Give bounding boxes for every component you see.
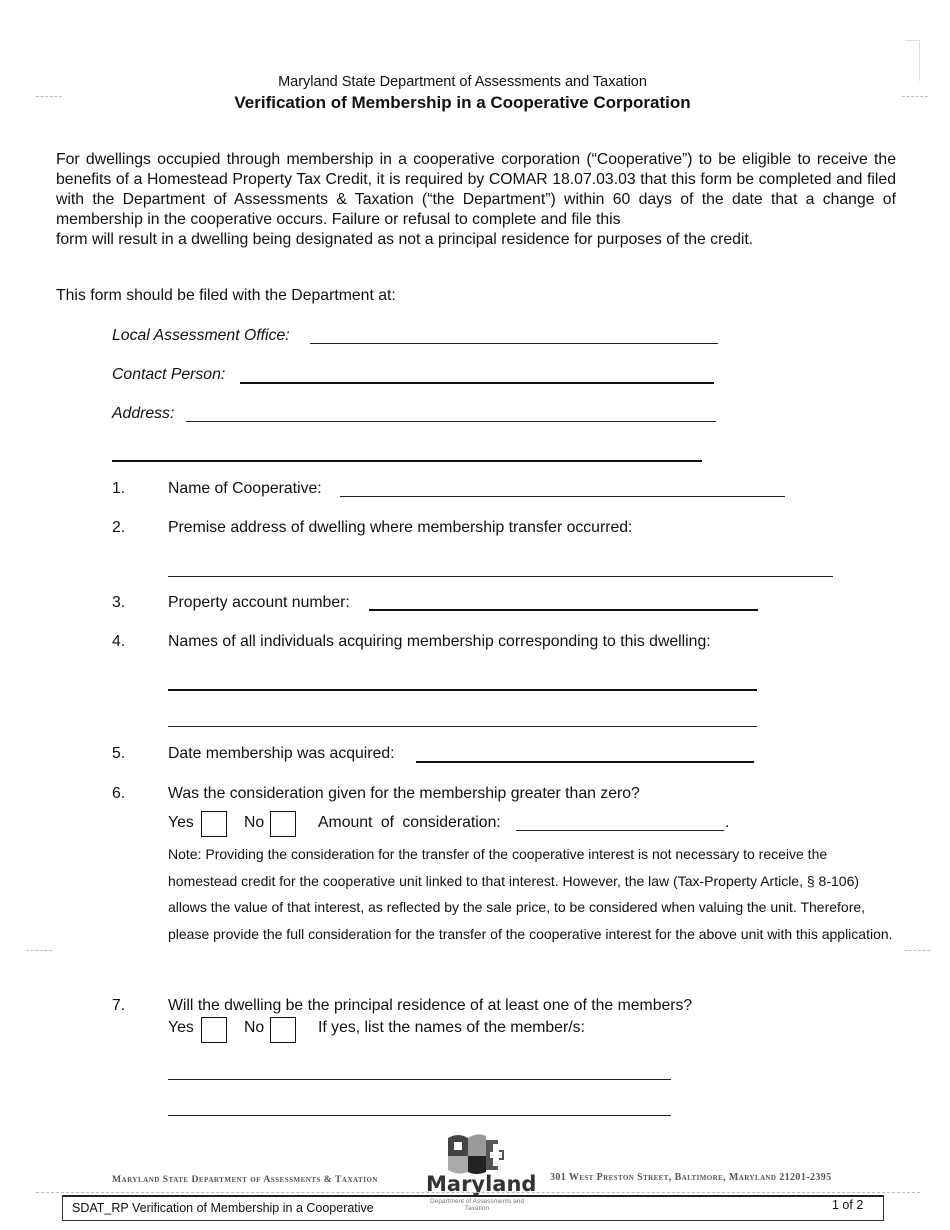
- question-number: 7.: [112, 997, 126, 1014]
- q6-no-checkbox[interactable]: [270, 811, 296, 837]
- scan-mark: [904, 950, 930, 951]
- question-account-number: Property account number:: [168, 594, 350, 611]
- question-number: 4.: [112, 633, 126, 650]
- member-names-field-1[interactable]: [168, 1079, 671, 1080]
- form-title: Verification of Membership in a Cooperative Corporation: [234, 93, 691, 112]
- question-consideration: Was the consideration given for the membership greater than zero?: [168, 785, 640, 802]
- individuals-field-2[interactable]: [168, 726, 757, 727]
- q7-no-checkbox[interactable]: [270, 1017, 296, 1043]
- contact-person-field[interactable]: [240, 382, 714, 384]
- cooperative-name-field[interactable]: [340, 496, 785, 497]
- question-number: 6.: [112, 785, 126, 802]
- local-office-field[interactable]: [310, 343, 718, 344]
- amount-field[interactable]: [516, 830, 724, 831]
- intro-paragraph-last-line: form will result in a dwelling being designated as not a principal residence for purposes of the credit.: [56, 231, 754, 248]
- page-number: 1 of 2: [832, 1198, 864, 1212]
- local-office-label: Local Assessment Office:: [112, 327, 290, 344]
- agency-name: Maryland State Department of Assessments and Taxation: [278, 74, 647, 90]
- footer-scan-line: [36, 1192, 920, 1193]
- date-acquired-field[interactable]: [416, 761, 754, 763]
- member-names-field-2[interactable]: [168, 1115, 671, 1116]
- q7-yes-checkbox[interactable]: [201, 1017, 227, 1043]
- contact-person-label: Contact Person:: [112, 366, 226, 383]
- question-number: 3.: [112, 594, 126, 611]
- individuals-field-1[interactable]: [168, 689, 757, 691]
- question-premise-address: Premise address of dwelling where membership transfer occurred:: [168, 519, 633, 536]
- q6-yes-checkbox[interactable]: [201, 811, 227, 837]
- maryland-flag-logo: [446, 1130, 508, 1176]
- logo-wordmark: Maryland: [426, 1172, 537, 1196]
- scan-mark: [26, 950, 52, 951]
- footer-agency: Maryland State Department of Assessments & Taxation: [112, 1174, 378, 1185]
- filed-with-text: This form should be filed with the Department at:: [56, 287, 396, 304]
- question-date-acquired: Date membership was acquired:: [168, 745, 395, 762]
- address-field[interactable]: [186, 421, 716, 422]
- question-number: 5.: [112, 745, 126, 762]
- amount-period: .: [725, 814, 730, 831]
- q6-yes-label: Yes: [168, 814, 194, 831]
- q7-if-yes-label: If yes, list the names of the member/s:: [318, 1019, 585, 1036]
- q7-no-label: No: [244, 1019, 265, 1036]
- amount-label: Amount of consideration:: [318, 814, 501, 831]
- question-acquiring-individuals: Names of all individuals acquiring membership corresponding to this dwelling:: [168, 633, 711, 650]
- question-number: 1.: [112, 480, 126, 497]
- address-field-line-2[interactable]: [112, 460, 702, 462]
- footer-address: 301 West Preston Street, Baltimore, Maryland 21201-2395: [550, 1172, 832, 1183]
- question-cooperative-name: Name of Cooperative:: [168, 480, 322, 497]
- address-label: Address:: [112, 405, 175, 422]
- consideration-note: Note: Providing the consideration for the transfer of the cooperative interest is not necessary to receive the homestead credit for the cooperative unit linked to that interest. However, the law (Tax-Property Article, § 8-106) allows the value of that interest, as reflected by the sale price, to be considered when valuing the unit. Therefore, please provide the full consideration for the transfer of the cooperative interest for the above unit with this application.: [168, 846, 893, 942]
- intro-paragraph: For dwellings occupied through membership in a cooperative corporation (“Cooperative”) to be eligible to receive the benefits of a Homestead Property Tax Credit, it is required by COMAR 18.07.03.03 that this form be completed and filed with the Department of Assessments & Taxation (“the Department”) within 60 days of the date that a change of membership in the cooperative occurs. Failure or refusal to complete and file this: [56, 151, 896, 228]
- account-number-field[interactable]: [369, 609, 758, 611]
- q6-no-label: No: [244, 814, 265, 831]
- logo-subtitle: Department of Assessments and Taxation: [430, 1198, 524, 1212]
- q7-yes-label: Yes: [168, 1019, 194, 1036]
- question-principal-residence: Will the dwelling be the principal residence of at least one of the members?: [168, 997, 693, 1014]
- form-identifier: SDAT_RP Verification of Membership in a Cooperative: [72, 1201, 374, 1215]
- question-number: 2.: [112, 519, 126, 536]
- premise-address-field[interactable]: [168, 576, 833, 577]
